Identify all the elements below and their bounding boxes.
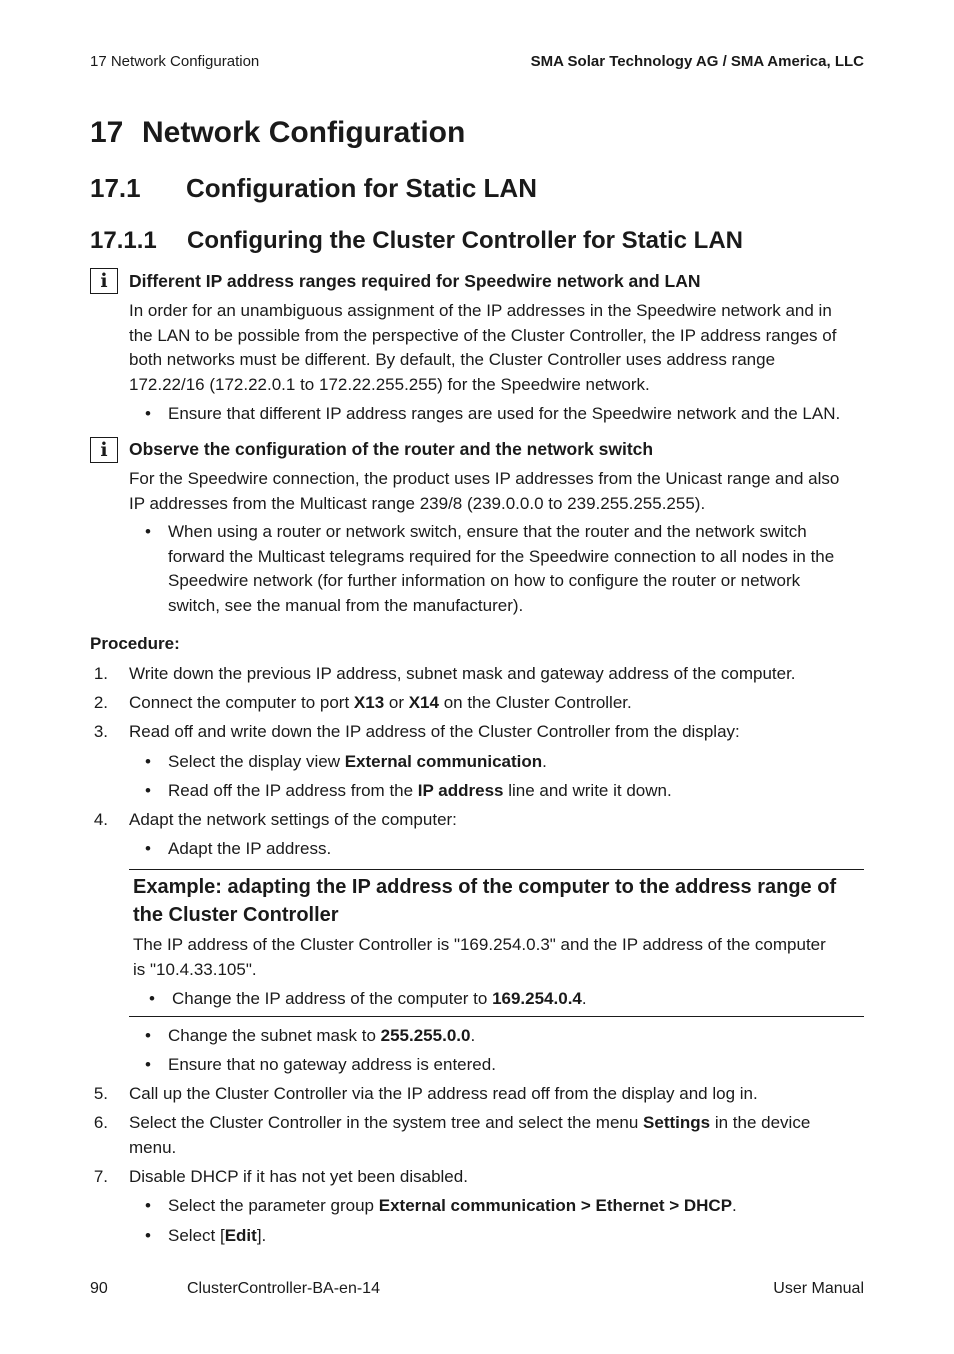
document-type: User Manual bbox=[773, 1280, 864, 1297]
running-header-company: SMA Solar Technology AG / SMA America, LLC bbox=[530, 53, 864, 70]
step-4 bbox=[90, 808, 865, 833]
subsection-heading bbox=[90, 227, 743, 255]
note2-line: IP addresses from the Multicast range 239/8 (239.0.0.0 to 239.255.255.255). bbox=[129, 493, 706, 513]
step-4-bullet-2 bbox=[145, 1024, 865, 1049]
step-text: Write down the previous IP address, subnet mask and gateway address of the computer. bbox=[129, 664, 796, 683]
step-text: Read off and write down the IP address of the Cluster Controller from the display: bbox=[129, 722, 740, 741]
bullet-text: Adapt the IP address. bbox=[168, 839, 332, 858]
chapter-title: Network Configuration bbox=[142, 116, 466, 149]
note1-title: Different IP address ranges required for Speedwire network and LAN bbox=[129, 271, 701, 291]
step-6 bbox=[90, 1111, 865, 1161]
bullet-text: Ensure that different IP address ranges are used for the Speedwire network and the LAN. bbox=[168, 404, 841, 423]
bullet-line: forward the Multicast telegrams required for the Speedwire connection to all nodes in the bbox=[168, 546, 835, 566]
step-4-bullet-3 bbox=[145, 1053, 865, 1078]
step-1 bbox=[90, 662, 865, 687]
info-icon: i bbox=[90, 268, 118, 294]
bullet-text: Ensure that no gateway address is entered. bbox=[168, 1055, 496, 1074]
bullet-line: Speedwire network (for further information on how to configure the router or network bbox=[168, 571, 801, 591]
example-bullet bbox=[149, 987, 864, 1012]
note1-line: 172.22/16 (172.22.0.1 to 172.22.255.255) for the Speedwire network. bbox=[129, 374, 650, 394]
bullet-dot: • bbox=[145, 752, 151, 771]
section-title: Configuration for Static LAN bbox=[186, 173, 537, 203]
chapter-number: 17 bbox=[90, 116, 124, 149]
step-5 bbox=[90, 1082, 865, 1107]
step-7 bbox=[90, 1165, 865, 1190]
running-header-section: 17 Network Configuration bbox=[90, 53, 260, 70]
bullet-text: Change the IP address of the computer to 169.254.0.4. bbox=[172, 989, 587, 1008]
step-text: Connect the computer to port X13 or X14 on the Cluster Controller. bbox=[129, 693, 632, 712]
step-text: Select the Cluster Controller in the system tree and select the menu Settings in the device menu. bbox=[129, 1113, 811, 1157]
bullet-dot: • bbox=[145, 781, 151, 800]
bullet-line: When using a router or network switch, ensure that the router and the network switch bbox=[168, 522, 807, 541]
step-number: 2. bbox=[93, 693, 108, 712]
bullet-text: Change the subnet mask to 255.255.0.0. bbox=[168, 1026, 476, 1045]
example-text bbox=[133, 933, 863, 982]
note2-line: For the Speedwire connection, the product uses IP addresses from the Unicast range and also bbox=[129, 469, 840, 488]
example-bottom-rule bbox=[129, 1016, 864, 1017]
step-number: 5. bbox=[93, 1084, 108, 1103]
note2-text bbox=[129, 467, 864, 516]
note1-text bbox=[129, 299, 864, 397]
step-number: 3. bbox=[93, 722, 108, 741]
step-7-bullet-2 bbox=[145, 1224, 865, 1249]
bullet-line: switch, see the manual from the manufacturer). bbox=[168, 595, 524, 615]
example-title-line: the Cluster Controller bbox=[133, 904, 339, 926]
bullet-dot: • bbox=[145, 1226, 151, 1245]
step-3 bbox=[90, 720, 865, 745]
step-number: 7. bbox=[93, 1167, 108, 1186]
example-line: is "10.4.33.105". bbox=[133, 959, 257, 979]
port-x13: X13 bbox=[353, 693, 385, 712]
bullet-dot: • bbox=[145, 839, 151, 858]
bullet-text bbox=[168, 520, 834, 618]
step-7-bullet-1 bbox=[145, 1194, 865, 1219]
port-x14: X14 bbox=[408, 693, 439, 712]
step-text: Disable DHCP if it has not yet been disabled. bbox=[129, 1167, 468, 1186]
step-number: 6. bbox=[93, 1113, 108, 1132]
step-4-bullet-1 bbox=[145, 837, 865, 862]
example-line: The IP address of the Cluster Controller is "169.254.0.3" and the IP address of the computer bbox=[133, 935, 826, 954]
bullet-text: Select the parameter group External communication > Ethernet > DHCP. bbox=[168, 1196, 737, 1215]
subsection-title: Configuring the Cluster Controller for Static LAN bbox=[187, 227, 743, 254]
document-id: ClusterController-BA-en-14 bbox=[187, 1280, 380, 1297]
bullet-dot: • bbox=[145, 404, 151, 423]
step-number: 1. bbox=[93, 664, 108, 683]
procedure-label: Procedure: bbox=[90, 634, 180, 653]
bullet-dot: • bbox=[145, 1055, 151, 1074]
bullet-text: Select the display view External communication. bbox=[168, 752, 547, 771]
bullet-dot: • bbox=[145, 522, 151, 541]
note2-title: Observe the configuration of the router and the network switch bbox=[129, 439, 654, 459]
step-3-bullet-1 bbox=[145, 750, 865, 775]
note1-line: In order for an unambiguous assignment of the IP addresses in the Speedwire network and in bbox=[129, 301, 832, 320]
example-title bbox=[133, 873, 863, 929]
section-number: 17.1 bbox=[90, 173, 141, 203]
step-number: 4. bbox=[93, 810, 108, 829]
bullet-dot: • bbox=[145, 1026, 151, 1045]
note2-bullet bbox=[145, 520, 865, 620]
note1-line: both networks must be different. By default, the Cluster Controller uses address range bbox=[129, 350, 776, 370]
bullet-text: Select [Edit]. bbox=[168, 1226, 267, 1245]
bullet-dot: • bbox=[145, 1196, 151, 1215]
example-title-line: Example: adapting the IP address of the computer to the address range of bbox=[133, 876, 837, 898]
step-3-bullet-2 bbox=[145, 779, 865, 804]
chapter-heading bbox=[90, 116, 465, 150]
step-text: Call up the Cluster Controller via the IP address read off from the display and log in. bbox=[129, 1084, 758, 1103]
step-text: Adapt the network settings of the computer: bbox=[129, 810, 457, 829]
note1-line: the LAN to be possible from the perspective of the Cluster Controller, the IP address ranges of bbox=[129, 325, 837, 345]
page-number: 90 bbox=[90, 1280, 108, 1297]
bullet-dot: • bbox=[149, 989, 155, 1008]
bullet-text: Read off the IP address from the IP address line and write it down. bbox=[168, 781, 672, 800]
section-heading bbox=[90, 173, 537, 204]
note1-bullet bbox=[145, 402, 865, 427]
subsection-number: 17.1.1 bbox=[90, 227, 157, 254]
step-2 bbox=[90, 691, 865, 716]
example-top-rule bbox=[129, 869, 864, 870]
info-icon: i bbox=[90, 437, 118, 463]
